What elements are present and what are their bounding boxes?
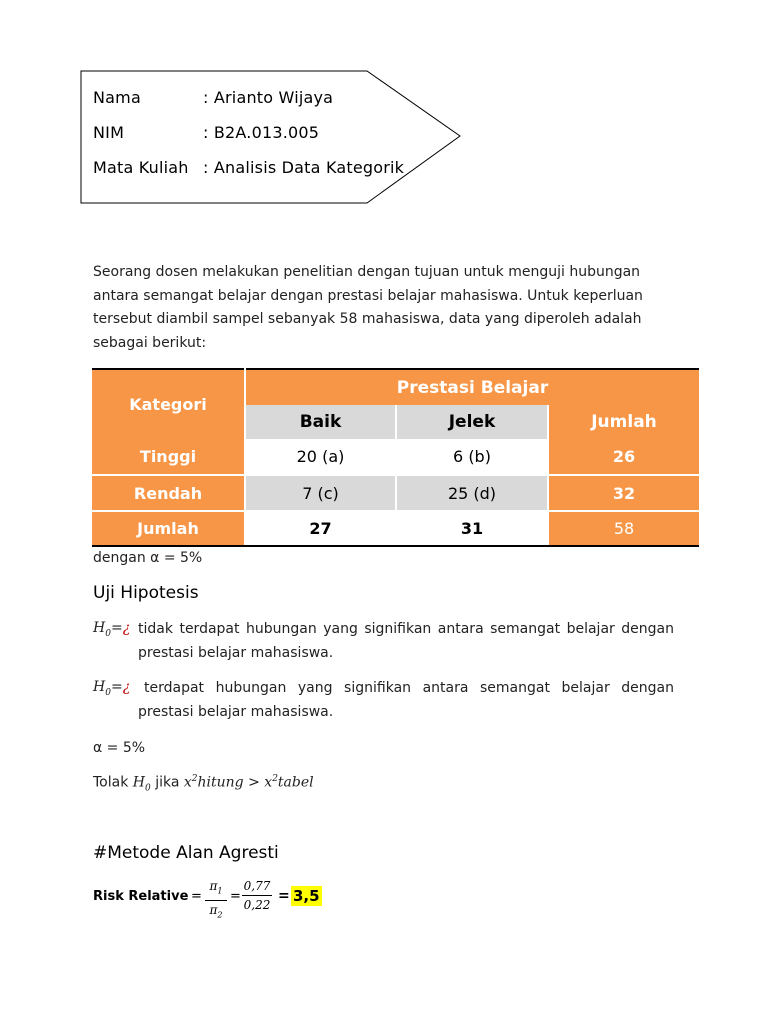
equals-sign: = [191,889,202,904]
h-subscript: 0 [145,783,151,794]
alpha-value: α = 5% [93,740,146,756]
intro-line: tersebut diambil sampel sebanyak 58 mahasiswa, data yang diperoleh adalah [93,311,642,327]
risk-relative-label: Risk Relative [93,889,189,904]
header-jumlah: Jumlah [548,405,699,439]
value-fraction [242,878,272,913]
tabel-word: tabel [277,774,314,791]
equals-sign: = [230,889,241,904]
fraction-bar [205,900,227,901]
h1-symbol [93,679,130,698]
pi-fraction [205,878,227,924]
name-label: Nama [93,88,141,107]
contingency-table [92,368,699,547]
nim-label: NIM [93,123,125,142]
decision-rule [93,774,314,793]
section-heading-uji-hipotesis: Uji Hipotesis [93,583,199,603]
cell-tinggi-baik: 20 (a) [245,439,396,475]
risk-relative-formula [93,878,493,918]
chi-x: x [264,774,273,791]
hitung-word: hitung [197,774,244,791]
chi-square-exp: 2 [191,774,198,784]
pi-subscript: 1 [217,886,223,896]
glyph-char: ¿ [122,679,131,695]
equals-sign: = [110,620,123,636]
h1-text-line2: prestasi belajar mahasiswa. [138,704,334,720]
glyph-char: ¿ [122,620,131,636]
h-letter: H [132,774,145,791]
cell-total-jelek: 31 [396,511,548,546]
alpha-note: dengan α = 5% [93,550,203,566]
intro-line: Seorang dosen melakukan penelitian dengan tujuan untuk menguji hubungan [93,264,641,280]
cell-grand-total: 58 [548,511,699,546]
h-letter: H [93,679,106,695]
equals-sign: = [110,679,123,695]
table-row [92,511,699,546]
tolak-word: Tolak [93,774,129,791]
cell-rendah-baik: 7 (c) [245,475,396,511]
name-value: : Arianto Wijaya [203,88,334,107]
cell-total-baik: 27 [245,511,396,546]
equals-sign: = [278,888,290,904]
pi-numerator [205,878,227,899]
chi-x: x [183,774,192,791]
cell-tinggi-jumlah: 26 [548,439,699,475]
nim-value: : B2A.013.005 [203,123,320,142]
h-letter: H [93,620,106,636]
identity-tag-shape [0,0,768,220]
intro-line: antara semangat belajar dengan prestasi belajar mahasiswa. Untuk keperluan [93,287,643,304]
risk-relative-result: 3,5 [293,887,320,905]
table-row [92,475,699,511]
denominator: 0,22 [243,898,271,912]
fraction-bar [242,895,272,896]
pi-symbol: π [209,879,218,893]
greater-than: > [248,774,260,791]
h0-symbol [93,620,130,639]
numerator: 0,77 [243,879,271,893]
cell-rendah-jumlah: 32 [548,475,699,511]
intro-paragraph [93,261,653,355]
h0-text-line2: prestasi belajar mahasiswa. [138,645,334,661]
row-label-rendah: Rendah [92,475,245,511]
pi-symbol: π [209,903,218,918]
cell-tinggi-jelek: 6 (b) [396,439,548,475]
h1-text-line1: terdapat hubungan yang signifikan antara semangat belajar dengan [144,680,674,696]
cell-rendah-jelek: 25 (d) [396,475,548,511]
h0-text-line1: tidak terdapat hubungan yang signifikan antara semangat belajar dengan [138,621,674,637]
intro-line: sebagai berikut: [93,334,207,351]
row-label-jumlah: Jumlah [92,511,245,546]
section-heading-metode: #Metode Alan Agresti [93,843,279,863]
header-kategori: Kategori [92,369,245,439]
jika-word: jika [155,774,180,791]
header-jelek: Jelek [396,405,548,439]
pi-denominator [205,902,227,923]
pi-subscript: 2 [217,910,223,920]
h-subscript: 0 [105,687,111,698]
course-value: : Analisis Data Kategorik [203,158,405,177]
course-label: Mata Kuliah [93,158,189,177]
header-baik: Baik [245,405,396,439]
row-label-tinggi: Tinggi [92,439,245,475]
h-subscript: 0 [105,628,111,639]
chi-square-exp: 2 [272,774,278,784]
header-prestasi: Prestasi Belajar [245,369,699,405]
table-row [92,439,699,475]
